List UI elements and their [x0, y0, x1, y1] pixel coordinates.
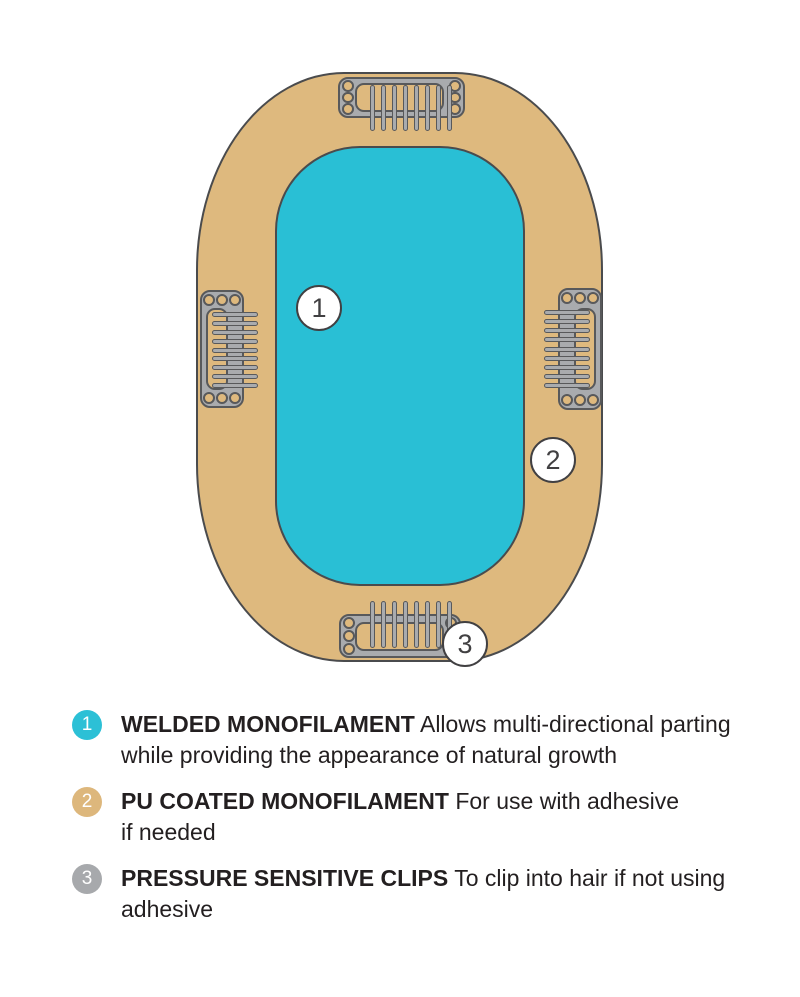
clip-sew-holes	[203, 392, 241, 404]
callout-2: 2	[530, 437, 576, 483]
clip-sew-holes	[203, 294, 241, 306]
clip-sew-holes	[561, 292, 599, 304]
legend-text	[121, 863, 725, 925]
legend-text	[121, 709, 731, 771]
legend-description: To clip into hair if not using	[454, 865, 726, 891]
pressure-clip-left	[200, 290, 244, 408]
legend-term: PRESSURE SENSITIVE CLIPS	[121, 865, 449, 891]
pressure-clip-top	[338, 77, 465, 118]
clip-teeth	[544, 310, 590, 388]
welded-monofilament-panel	[275, 146, 525, 586]
legend	[72, 709, 744, 925]
callout-3: 3	[442, 621, 488, 667]
legend-line-2: adhesive	[121, 896, 214, 922]
legend-line-1	[121, 709, 731, 740]
legend-term: PU COATED MONOFILAMENT	[121, 788, 449, 814]
legend-line-1	[121, 786, 679, 817]
pressure-clip-right	[558, 288, 602, 410]
legend-line-1	[121, 863, 725, 894]
clip-sew-holes	[342, 80, 354, 115]
callout-1: 1	[296, 285, 342, 331]
legend-item-pressure-sensitive-clips	[72, 863, 744, 925]
legend-item-welded-monofilament	[72, 709, 744, 771]
clip-sew-holes	[343, 617, 355, 655]
legend-description: For use with adhesive	[455, 788, 680, 814]
clip-teeth	[370, 85, 452, 131]
legend-badge-2: 2	[72, 787, 102, 817]
legend-text	[121, 786, 679, 848]
legend-line-2: while providing the appearance of natural growth	[121, 742, 618, 768]
clip-sew-holes	[561, 394, 599, 406]
clip-teeth	[212, 312, 258, 388]
clip-teeth	[370, 601, 452, 648]
legend-item-pu-coated-monofilament	[72, 786, 744, 848]
legend-badge-3: 3	[72, 864, 102, 894]
legend-term: WELDED MONOFILAMENT	[121, 711, 415, 737]
legend-badge-1: 1	[72, 710, 102, 740]
legend-description: Allows multi-directional parting	[419, 711, 731, 737]
legend-line-2: if needed	[121, 819, 216, 845]
